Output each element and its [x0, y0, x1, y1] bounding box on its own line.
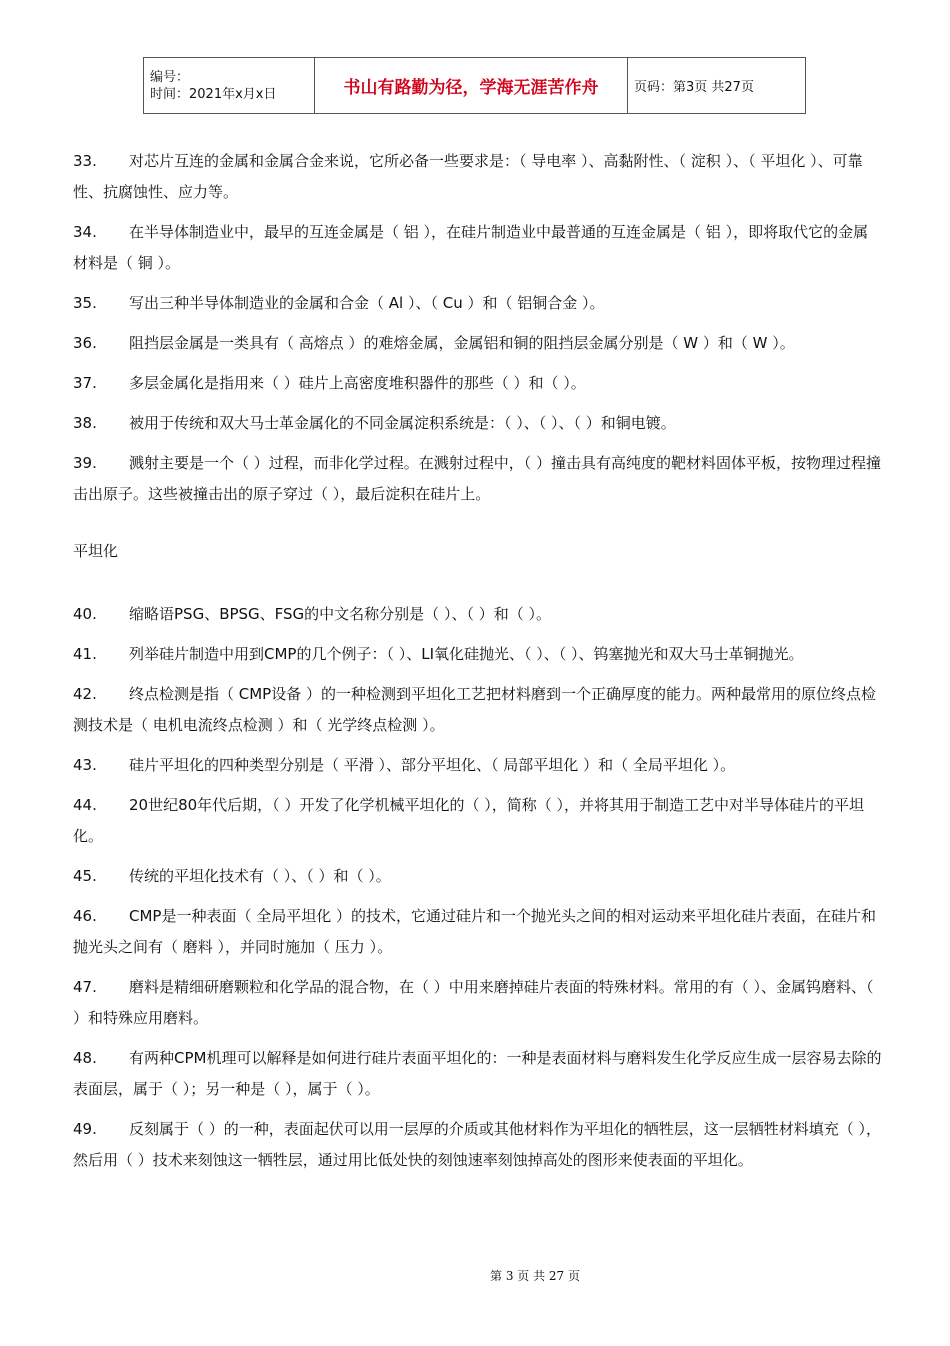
question-text: 终点检测是指（ CMP设备 ）的一种检测到平坦化工艺把材料磨到一个正确厚度的能力。两种最常用的原位终点检测技术是（ 电机电流终点检测 ）和（ 光学终点检测 ）。 — [73, 685, 877, 734]
question-item — [73, 679, 883, 741]
question-number: 45. — [73, 867, 97, 885]
question-number: 39. — [73, 454, 97, 472]
header-motto: 书山有路勤为径，学海无涯苦作舟 — [315, 58, 628, 114]
question-number: 35. — [73, 294, 97, 312]
page-footer: 第 3 页 共 27 页 — [490, 1269, 580, 1283]
header-page-info: 页码：第3页 共27页 — [628, 58, 806, 114]
question-number: 47. — [73, 978, 97, 996]
question-text: 在半导体制造业中，最早的互连金属是（ 铝 ），在硅片制造业中最普通的互连金属是（ 铝 ），即将取代它的金属材料是（ 铜 ）。 — [73, 223, 869, 272]
question-text: 溅射主要是一个（ ）过程，而非化学过程。在溅射过程中，（ ）撞击具有高纯度的靶材料固体平板，按物理过程撞击出原子。这些被撞击出的原子穿过（ ），最后淀积在硅片上。 — [73, 454, 882, 503]
question-number: 48. — [73, 1049, 97, 1067]
question-number: 36. — [73, 334, 97, 352]
question-text: CMP是一种表面（ 全局平坦化 ）的技术，它通过硅片和一个抛光头之间的相对运动来平坦化硅片表面，在硅片和抛光头之间有（ 磨料 ），并同时施加（ 压力 ）。 — [73, 907, 877, 956]
question-number: 43. — [73, 756, 97, 774]
question-number: 42. — [73, 685, 97, 703]
question-text: 磨料是精细研磨颗粒和化学品的混合物，在（ ）中用来磨掉硅片表面的特殊材料。常用的有（ ）、金属钨磨料、（ ）和特殊应用磨料。 — [73, 978, 874, 1027]
question-item — [73, 750, 883, 781]
question-item — [73, 368, 883, 399]
question-item — [73, 790, 883, 852]
question-number: 40. — [73, 605, 97, 623]
question-item — [73, 408, 883, 439]
question-list-metallization — [73, 146, 883, 510]
question-item — [73, 1114, 883, 1176]
question-item — [73, 972, 883, 1034]
question-number: 34. — [73, 223, 97, 241]
time-label: 时间：2021年x月x日 — [150, 86, 277, 102]
question-item — [73, 861, 883, 892]
document-body — [73, 146, 883, 1185]
question-text: 反刻属于（ ）的一种，表面起伏可以用一层厚的介质或其他材料作为平坦化的牺牲层，这一层牺牲材料填充（ ），然后用（ ）技术来刻蚀这一牺牲层，通过用比低处快的刻蚀速率刻蚀掉高处的图形来使表面的平坦化。 — [73, 1120, 882, 1169]
header-meta — [144, 58, 315, 114]
question-item — [73, 217, 883, 279]
question-number: 41. — [73, 645, 97, 663]
number-label: 编号： — [150, 69, 190, 85]
question-text: 硅片平坦化的四种类型分别是（ 平滑 ）、部分平坦化、（ 局部平坦化 ）和（ 全局平坦化 ）。 — [129, 756, 736, 774]
question-number: 49. — [73, 1120, 97, 1138]
question-item — [73, 448, 883, 510]
question-item — [73, 901, 883, 963]
question-number: 33. — [73, 152, 97, 170]
question-item — [73, 328, 883, 359]
question-text: 被用于传统和双大马士革金属化的不同金属淀积系统是：（ ）、（ ）、（ ）和铜电镀。 — [129, 414, 676, 432]
question-number: 46. — [73, 907, 97, 925]
question-text: 列举硅片制造中用到CMP的几个例子：（ ）、LI氧化硅抛光、（ ）、（ ）、钨塞抛光和双大马士革铜抛光。 — [129, 645, 804, 663]
question-text: 传统的平坦化技术有（ ）、（ ）和（ ）。 — [129, 867, 391, 885]
question-number: 44. — [73, 796, 97, 814]
question-item — [73, 599, 883, 630]
question-text: 写出三种半导体制造业的金属和合金（ Al ）、（ Cu ）和（ 铝铜合金 ）。 — [129, 294, 605, 312]
question-text: 缩略语PSG、BPSG、FSG的中文名称分别是（ ）、（ ）和（ ）。 — [129, 605, 551, 623]
question-text: 对芯片互连的金属和金属合金来说，它所必备一些要求是：（ 导电率 ）、高黏附性、（ 淀积 ）、（ 平坦化 ）、可靠性、抗腐蚀性、应力等。 — [73, 152, 863, 201]
question-number: 37. — [73, 374, 97, 392]
question-item — [73, 146, 883, 208]
question-text: 20世纪80年代后期，（ ）开发了化学机械平坦化的（ ），简称（ ），并将其用于制造工艺中对半导体硅片的平坦化。 — [73, 796, 864, 845]
question-text: 阻挡层金属是一类具有（ 高熔点 ）的难熔金属，金属铝和铜的阻挡层金属分别是（ W ）和（ W ）。 — [129, 334, 795, 352]
section-title: 平坦化 — [73, 542, 119, 560]
question-item — [73, 288, 883, 319]
document-header — [143, 57, 806, 114]
question-text: 有两种CPM机理可以解释是如何进行硅片表面平坦化的：一种是表面材料与磨料发生化学反应生成一层容易去除的表面层，属于（ ）；另一种是（ ），属于（ ）。 — [73, 1049, 882, 1098]
question-item — [73, 1043, 883, 1105]
question-text: 多层金属化是指用来（ ）硅片上高密度堆积器件的那些（ ）和（ ）。 — [129, 374, 586, 392]
question-item — [73, 639, 883, 670]
question-number: 38. — [73, 414, 97, 432]
question-list-planarization — [73, 599, 883, 1176]
